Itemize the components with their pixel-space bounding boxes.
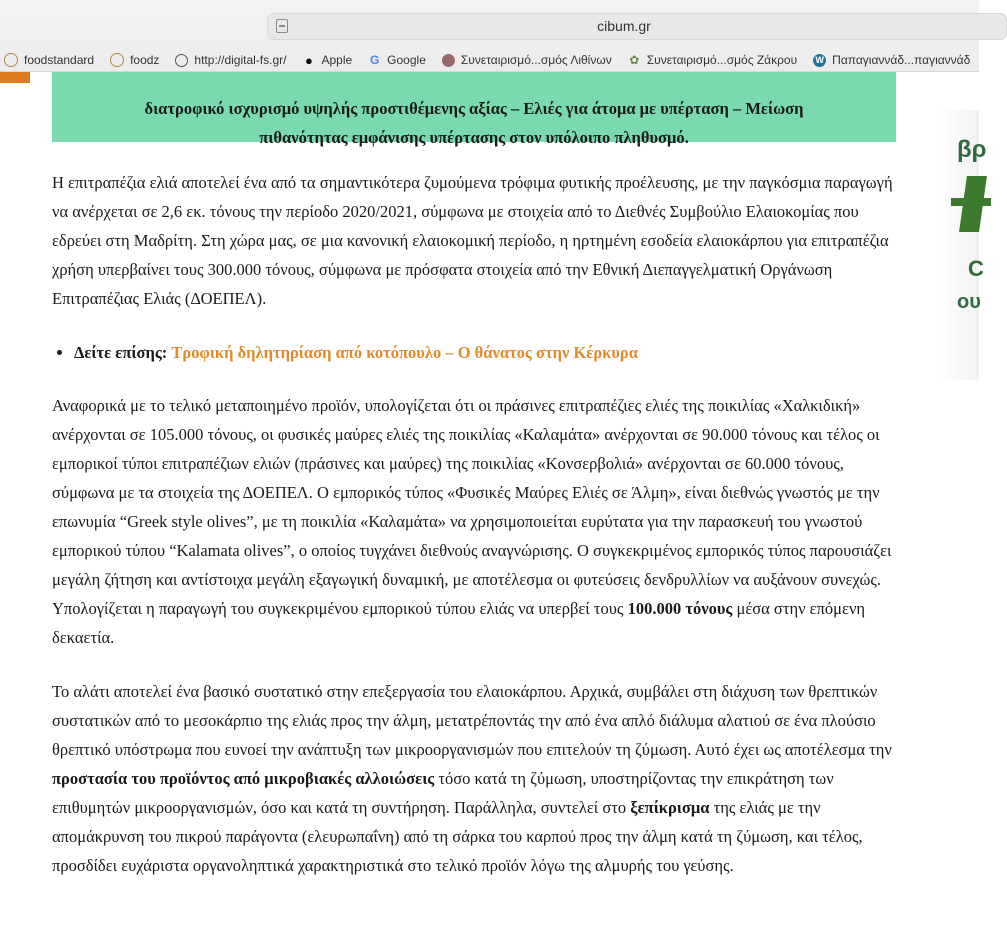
ad-logo-bar xyxy=(951,198,991,206)
see-also-label: Δείτε επίσης: xyxy=(74,343,168,362)
foodstandard-icon xyxy=(4,53,18,67)
bookmark-foodstandard[interactable] xyxy=(4,53,94,67)
globe-icon xyxy=(175,54,188,67)
paragraph-production: Η επιτραπέζια ελιά αποτελεί ένα από τα σημαντικότερα ζυμούμενα τρόφιμα φυτικής προέλευσης, με την παγκόσμια παραγωγή να ανέρχεται σε 2,6 εκ. τόνους την περίοδο 2020/2021, σύμφωνα με στοιχεία από το Διεθνές Συμβούλιο Ελαιοκομίας που εδρεύει στη Μαδρίτη. Στη χώρα μας, σε μια κανονική ελαιοκομική περίοδο, η ηρτημένη εσοδεία ελαιοκάρπου για επιτραπέζια χρήση υπερβαίνει τους 300.000 τόνους, σύμφωνα με πρόσφατα στοιχεία από την Εθνική Διεπαγγελματική Οργάνωση Επιτραπέζιας Ελιάς (ΔΟΕΠΕΛ). xyxy=(52,173,893,308)
highlight-summary-text xyxy=(72,94,876,152)
wordpress-icon: W xyxy=(813,54,826,67)
bookmark-digital-fs[interactable] xyxy=(175,53,286,67)
bookmark-label: http://digital-fs.gr/ xyxy=(194,53,287,67)
google-icon: G xyxy=(370,52,380,67)
ad-text-top: βρ xyxy=(957,136,987,163)
bookmark-foodz[interactable] xyxy=(110,53,159,67)
bold-tonnage: 100.000 τόνους xyxy=(627,599,733,618)
browser-chrome xyxy=(0,0,979,72)
see-also-item xyxy=(74,338,902,367)
bold-protection: προστασία του προϊόντος από μικροβιακές αλλοιώσεις xyxy=(52,769,435,788)
url-text[interactable]: cibum.gr xyxy=(597,18,651,34)
bold-debittering: ξεπίκρισμα xyxy=(630,798,710,817)
address-bar[interactable] xyxy=(267,13,1007,40)
bookmark-coop-lithinon[interactable] xyxy=(442,53,612,67)
bookmark-label: Παπαγιαννάδ...παγιαννάδ xyxy=(832,53,971,67)
bookmarks-bar xyxy=(0,49,982,71)
bookmark-coop-zakrou[interactable] xyxy=(628,53,797,67)
highlight-line-2: πιθανότητας εμφάνισης υπέρτασης στον υπόλοιπο πληθυσμό. xyxy=(259,128,689,147)
ad-text-middle: C xyxy=(968,256,984,281)
see-also-list xyxy=(52,338,902,367)
paragraph-salt-text: Το αλάτι αποτελεί ένα βασικό συστατικό στην επεξεργασία του ελαιοκάρπου. Αρχικά, συμβάλει στη διάχυση των θρεπτικών συστατικών από το μεσοκάρπιο της ελιάς προς την άλμη, μετατρέποντάς την από ένα απλό διάλυμα αλατιού σε ένα πλούσιο θρεπτικό υπόστρωμα που ευνοεί την ανάπτυξη των μικροοργανισμών που επιτελούν τη ζύμωση. Αυτό έχει ως αποτέλεσμα την xyxy=(52,682,892,759)
paragraph-salt xyxy=(52,677,902,880)
ad-text-bottom: ου xyxy=(957,291,981,313)
orange-accent-tab xyxy=(0,71,30,83)
bookmark-label: Google xyxy=(387,53,426,67)
apple-icon: ● xyxy=(305,52,313,68)
see-also-link[interactable]: Τροφική δηλητηρίαση από κοτόπουλο – Ο θάνατος στην Κέρκυρα xyxy=(171,343,638,362)
paragraph-varieties-text: Αναφορικά με το τελικό μεταποιημένο προϊόν, υπολογίζεται ότι οι πράσινες επιτραπέζιες ελιές της ποικιλίας «Χαλκιδική» ανέρχονται σε 105.000 τόνους, οι φυσικές μαύρες ελιές της ποικιλίας «Καλαμάτα» ανέρχονται σε 90.000 τόνους και τέλος οι εμπορικοί τύποι επιτραπέζιων ελιών (πράσινες και μαύρες) της ποικιλίας «Κονσερβολιά» ανέρχονται σε 60.000 τόνους, σύμφωνα με τα στοιχεία της ΔΟΕΠΕΛ. Ο εμπορικός τύπος «Φυσικές Μαύρες Ελιές σε Άλμη», είναι διεθνώς γνωστός με την επωνυμία “Greek style olives”, με τη ποικιλία «Καλαμάτα» να χρησιμοποιείται ευρύτατα για την παρασκευή του γνωστού εμπορικού τύπου “Kalamata olives”, ο οποίος τυγχάνει διεθνούς αναγνώρισης. Ο συγκεκριμένος εμπορικός τύπος παρουσιάζει μεγάλη ζήτηση και αντίστοιχα μεγάλη εξαγωγική δυναμική, με αποτέλεσμα οι φυτεύσεις δενδρυλλίων να αυξάνουν συνεχώς. Υπολογίζεται η παραγωγή του συγκεκριμένου εμπορικού τύπου ελιάς να υπερβεί τους xyxy=(52,396,892,618)
paragraph-varieties-end: μέσα στην επόμενη δεκαετία. xyxy=(52,599,866,647)
paragraph-salt-middle: τόσο κατά τη ζύμωση, υποστηρίζοντας την επικράτηση των επιθυμητών μικροοργανισμών, όσο και κατά τη συντήρηση. Παράλληλα, συντελεί στο xyxy=(52,769,834,817)
leaf-icon: ✿ xyxy=(629,52,640,67)
foodz-icon xyxy=(110,53,124,67)
paragraph-salt-end: της ελιάς με την απομάκρυνση του πικρού παράγοντα (ελευρωπαΐνη) από τη σάρκα του καρπού προς την άλμη κατά τη ζύμωση, και τέλος, προσδίδει ευχάριστα οργανοληπτικά χαρακτηριστικά στο τελικό προϊόν λόγω της αλμυρής του γεύσης. xyxy=(52,798,863,875)
sidebar-ad-banner[interactable] xyxy=(935,110,987,380)
bookmark-label: Apple xyxy=(321,53,353,67)
coop-icon xyxy=(442,54,455,67)
bookmark-apple[interactable] xyxy=(302,53,352,67)
paragraph-varieties xyxy=(52,391,902,652)
article-body xyxy=(52,168,902,905)
bookmark-label: foodstandard xyxy=(24,53,95,67)
highlight-line-1: διατροφικό ισχυρισμό υψηλής προστιθέμενης αξίας – Ελιές για άτομα με υπέρταση – Μείωση xyxy=(144,99,804,118)
bookmark-label: Συνεταιρισμό...σμός Λιθίνων xyxy=(460,53,612,67)
bookmark-google[interactable] xyxy=(368,53,426,67)
bookmark-label: foodz xyxy=(130,53,160,67)
bookmark-papagiannadakis[interactable] xyxy=(813,53,970,67)
bookmark-label: Συνεταιρισμό...σμός Ζάκρου xyxy=(646,53,798,67)
